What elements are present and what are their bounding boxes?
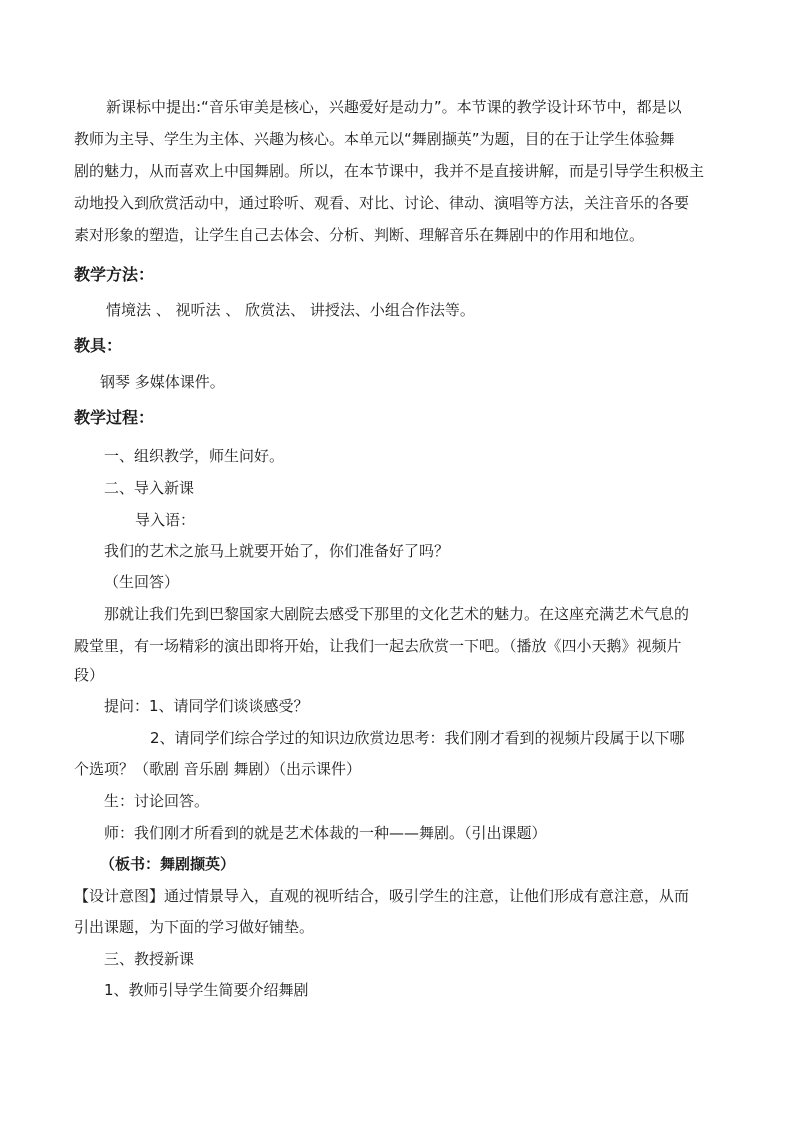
design-intent-line-2: 引出课题，为下面的学习做好铺垫。 (74, 918, 315, 936)
question-2-line-2: 个选项？（歌剧 音乐剧 舞剧）（出示课件） (74, 760, 362, 778)
intro-line-1: 新课标中提出:“音乐审美是核心，兴趣爱好是动力”。本节课的教学设计环节中，都是以 (106, 98, 682, 116)
process-step-1: 一、组织教学，师生问好。 (104, 447, 285, 465)
student-answer: （生回答） (104, 573, 180, 591)
process-step-2: 二、导入新课 (104, 479, 195, 497)
intro-line-5: 素对形象的塑造，让学生自己去体会、分析、判断、理解音乐在舞剧中的作用和地位。 (74, 226, 645, 244)
intro-line-4: 动地投入到欣赏活动中，通过聆听、观看、对比、讨论、律动、演唱等方法，关注音乐的各要 (74, 194, 690, 212)
teacher-statement: 师：我们刚才所看到的就是艺术体裁的一种——舞剧。（引出课题） (104, 824, 547, 842)
lead-in-label: 导入语： (135, 511, 196, 529)
lead-in-paragraph-line-3: 段） (74, 666, 105, 684)
process-step-3: 三、教授新课 (104, 950, 195, 968)
question-2-line-1: 2、请同学们综合学过的知识边欣赏边思考：我们刚才看到的视频片段属于以下哪 (150, 729, 685, 747)
intro-line-3: 剧的魅力，从而喜欢上中国舞剧。所以，在本节课中，我并不是直接讲解，而是引导学生积极主 (74, 162, 705, 180)
question-1: 提问：1、请同学们谈谈感受？ (104, 697, 309, 715)
process-step-3-item-1: 1、教师引导学生简要介绍舞剧 (104, 981, 309, 999)
lead-in-paragraph-line-1: 那就让我们先到巴黎国家大剧院去感受下那里的文化艺术的魅力。在这座充满艺术气息的 (104, 605, 690, 623)
lead-in-paragraph-line-2: 殿堂里，有一场精彩的演出即将开始，让我们一起去欣赏一下吧。（播放《四小天鹅》视频片 (74, 637, 682, 655)
intro-line-2: 教师为主导、学生为主体、兴趣为核心。本单元以“舞剧撷英”为题，目的在于让学生体验舞 (74, 130, 675, 148)
process-heading: 教学过程： (74, 408, 155, 427)
lead-in-question: 我们的艺术之旅马上就要开始了，你们准备好了吗？ (104, 542, 450, 560)
tools-heading: 教具： (74, 336, 123, 355)
student-discussion: 生：讨论回答。 (104, 792, 210, 810)
methods-heading: 教学方法： (74, 265, 155, 284)
blackboard-note: （板书：舞剧撷英） (100, 855, 236, 873)
design-intent-line-1: 【设计意图】通过情景导入，直观的视听结合，吸引学生的注意，让他们形成有意注意，从而 (74, 887, 690, 905)
tools-text: 钢琴 多媒体课件。 (100, 373, 225, 391)
methods-text: 情境法 、 视听法 、 欣赏法、 讲授法、小组合作法等。 (106, 301, 475, 319)
